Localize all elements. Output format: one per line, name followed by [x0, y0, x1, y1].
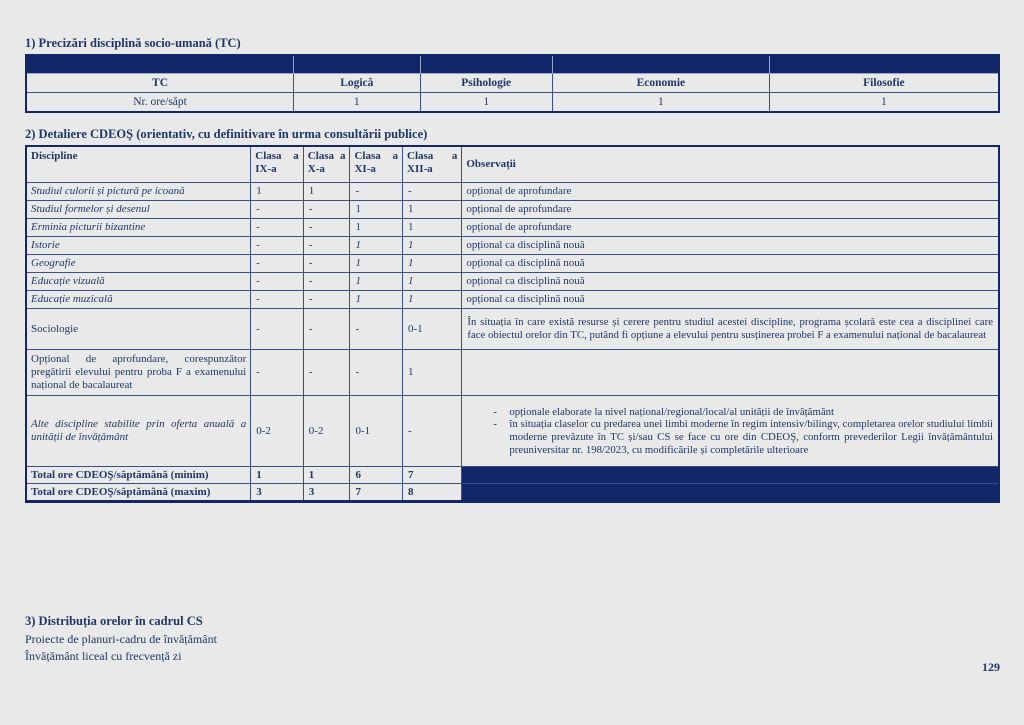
observation-text: opționale elaborate la nivel național/regional/local/al unității de învățământ: [509, 405, 835, 418]
total-row-minim: [26, 467, 999, 484]
total-ix: 1: [251, 467, 304, 484]
filled-cell: [462, 484, 999, 502]
observation: În situația în care există resurse și cerere pentru studiul acestei discipline, programa școlară este cea a disciplinei care face obiectul orelor din TC, putând fi opțiune a elevului pentru susținerea probei F a examenului național de bacalaureat: [462, 309, 999, 350]
banner-cell: [420, 55, 552, 74]
total-xi: 7: [350, 484, 403, 502]
hours-x: -: [303, 309, 350, 350]
observation: opțional ca disciplină nouă: [462, 291, 999, 309]
hours-value: 1: [294, 93, 420, 113]
hours-xii: 1: [403, 219, 462, 237]
discipline-name: Istorie: [26, 237, 251, 255]
table-row: [26, 291, 999, 309]
hours-ix: -: [251, 350, 304, 396]
hours-x: -: [303, 291, 350, 309]
hours-ix: -: [251, 201, 304, 219]
total-xii: 7: [403, 467, 462, 484]
row-label: Nr. ore/săpt: [26, 93, 294, 113]
col-header-tc: TC: [26, 74, 294, 93]
hours-xii: 1: [403, 350, 462, 396]
hours-xii: -: [403, 183, 462, 201]
observation: opțional de aprofundare: [462, 201, 999, 219]
col-header-filosofie: Filosofie: [769, 74, 999, 93]
hours-xi: 1: [350, 291, 403, 309]
discipline-name: Geografie: [26, 255, 251, 273]
banner-cell: [552, 55, 769, 74]
hours-xi: 1: [350, 273, 403, 291]
total-xi: 6: [350, 467, 403, 484]
hours-xi: 1: [350, 219, 403, 237]
col-header-clasa-ix: Clasa a IX-a: [251, 146, 304, 183]
section3-line: Proiecte de planuri-cadru de învățământ: [25, 632, 217, 646]
observation-list-item: [467, 418, 993, 456]
total-x: 3: [303, 484, 350, 502]
hours-xi: 1: [350, 237, 403, 255]
table-row: [26, 237, 999, 255]
dash-bullet: -: [493, 418, 497, 431]
discipline-name: Educație muzicală: [26, 291, 251, 309]
section1-title: 1) Precizări disciplină socio-umană (TC): [25, 36, 241, 50]
total-row-maxim: [26, 484, 999, 502]
table-row-optional-aprofundare: [26, 350, 999, 396]
discipline-name: Studiul culorii și pictură pe icoană: [26, 183, 251, 201]
page-number: 129: [982, 660, 1000, 674]
observation-list-item: [467, 406, 993, 419]
section2-title: 2) Detaliere CDEOŞ (orientativ, cu definitivare în urma consultării publice): [25, 127, 428, 141]
banner-cell: [294, 55, 420, 74]
discipline-name: Alte discipline stabilite prin oferta anuală a unității de învățământ: [26, 396, 251, 467]
discipline-name: Sociologie: [26, 309, 251, 350]
dash-bullet: -: [493, 405, 497, 418]
section3-line: Învățământ liceal cu frecvență zi: [25, 648, 182, 663]
hours-xii: 1: [403, 237, 462, 255]
col-header-clasa-xi: Clasa a XI-a: [350, 146, 403, 183]
hours-xi: 0-1: [350, 396, 403, 467]
tc-table-banner-row: [26, 55, 999, 74]
hours-value: 1: [552, 93, 769, 113]
observation: opțional ca disciplină nouă: [462, 237, 999, 255]
table-row: [26, 183, 999, 201]
discipline-name: Erminia picturii bizantine: [26, 219, 251, 237]
hours-ix: 0-2: [251, 396, 304, 467]
col-header-clasa-xii: Clasa a XII-a: [403, 146, 462, 183]
hours-ix: 1: [251, 183, 304, 201]
banner-cell: [769, 55, 999, 74]
total-label: Total ore CDEOŞ/săptămână (maxim): [26, 484, 251, 502]
hours-x: -: [303, 237, 350, 255]
hours-ix: -: [251, 273, 304, 291]
hours-ix: -: [251, 219, 304, 237]
hours-xi: 1: [350, 255, 403, 273]
total-x: 1: [303, 467, 350, 484]
discipline-name: Opțional de aprofundare, corespunzător pregătirii elevului pentru proba F a examenului național de bacalaureat: [26, 350, 251, 396]
hours-xi: -: [350, 309, 403, 350]
col-header-discipline: Discipline: [26, 146, 251, 183]
hours-ix: -: [251, 291, 304, 309]
table-row-sociologie: [26, 309, 999, 350]
col-header-clasa-x: Clasa a X-a: [303, 146, 350, 183]
discipline-name: Studiul formelor și desenul: [26, 201, 251, 219]
hours-x: 1: [303, 183, 350, 201]
hours-xi: -: [350, 350, 403, 396]
banner-cell: [26, 55, 294, 74]
col-header-logica: Logică: [294, 74, 420, 93]
section3-title: 3) Distribuția orelor în cadrul CS: [25, 614, 203, 628]
hours-x: -: [303, 201, 350, 219]
col-header-economie: Economie: [552, 74, 769, 93]
hours-x: -: [303, 273, 350, 291]
hours-x: -: [303, 255, 350, 273]
table-row-alte-discipline: [26, 396, 999, 467]
table-row: [26, 273, 999, 291]
hours-x: -: [303, 350, 350, 396]
observation-text: în situația claselor cu predarea unei limbi moderne în regim intensiv/bilingv, completarea orelor studiului limbii moderne prevăzute în TC și/sau CS se face cu ore din CDEOŞ, conform prevederilor Legii învățământului preuniversitar nr. 198/2023, cu modificările și completările ulterioare: [509, 418, 993, 456]
table-row: [26, 201, 999, 219]
total-xii: 8: [403, 484, 462, 502]
hours-xii: 1: [403, 273, 462, 291]
hours-value: 1: [769, 93, 999, 113]
col-header-observatii: Observații: [462, 146, 999, 183]
table-row: [26, 255, 999, 273]
hours-xii: 1: [403, 201, 462, 219]
hours-xi: -: [350, 183, 403, 201]
table-row: [26, 219, 999, 237]
hours-xi: 1: [350, 201, 403, 219]
section3: [25, 614, 217, 665]
total-label: Total ore CDEOŞ/săptămână (minim): [26, 467, 251, 484]
filled-cell: [462, 467, 999, 484]
cdeos-table: [25, 145, 1000, 503]
hours-xii: 1: [403, 255, 462, 273]
hours-xii: 0-1: [403, 309, 462, 350]
observation: opțional de aprofundare: [462, 219, 999, 237]
observation: opțional de aprofundare: [462, 183, 999, 201]
tc-table: [25, 54, 1000, 113]
hours-value: 1: [420, 93, 552, 113]
observation-empty: [462, 350, 999, 396]
tc-table-hours-row: [26, 93, 999, 113]
hours-x: -: [303, 219, 350, 237]
hours-ix: -: [251, 255, 304, 273]
col-header-psihologie: Psihologie: [420, 74, 552, 93]
cdeos-header-row: [26, 146, 999, 183]
hours-ix: -: [251, 237, 304, 255]
hours-x: 0-2: [303, 396, 350, 467]
observation: opțional ca disciplină nouă: [462, 255, 999, 273]
tc-table-header-row: [26, 74, 999, 93]
hours-ix: -: [251, 309, 304, 350]
observation: opțional ca disciplină nouă: [462, 273, 999, 291]
total-ix: 3: [251, 484, 304, 502]
discipline-name: Educație vizuală: [26, 273, 251, 291]
hours-xii: 1: [403, 291, 462, 309]
hours-xii: -: [403, 396, 462, 467]
observation-list: [462, 396, 999, 467]
